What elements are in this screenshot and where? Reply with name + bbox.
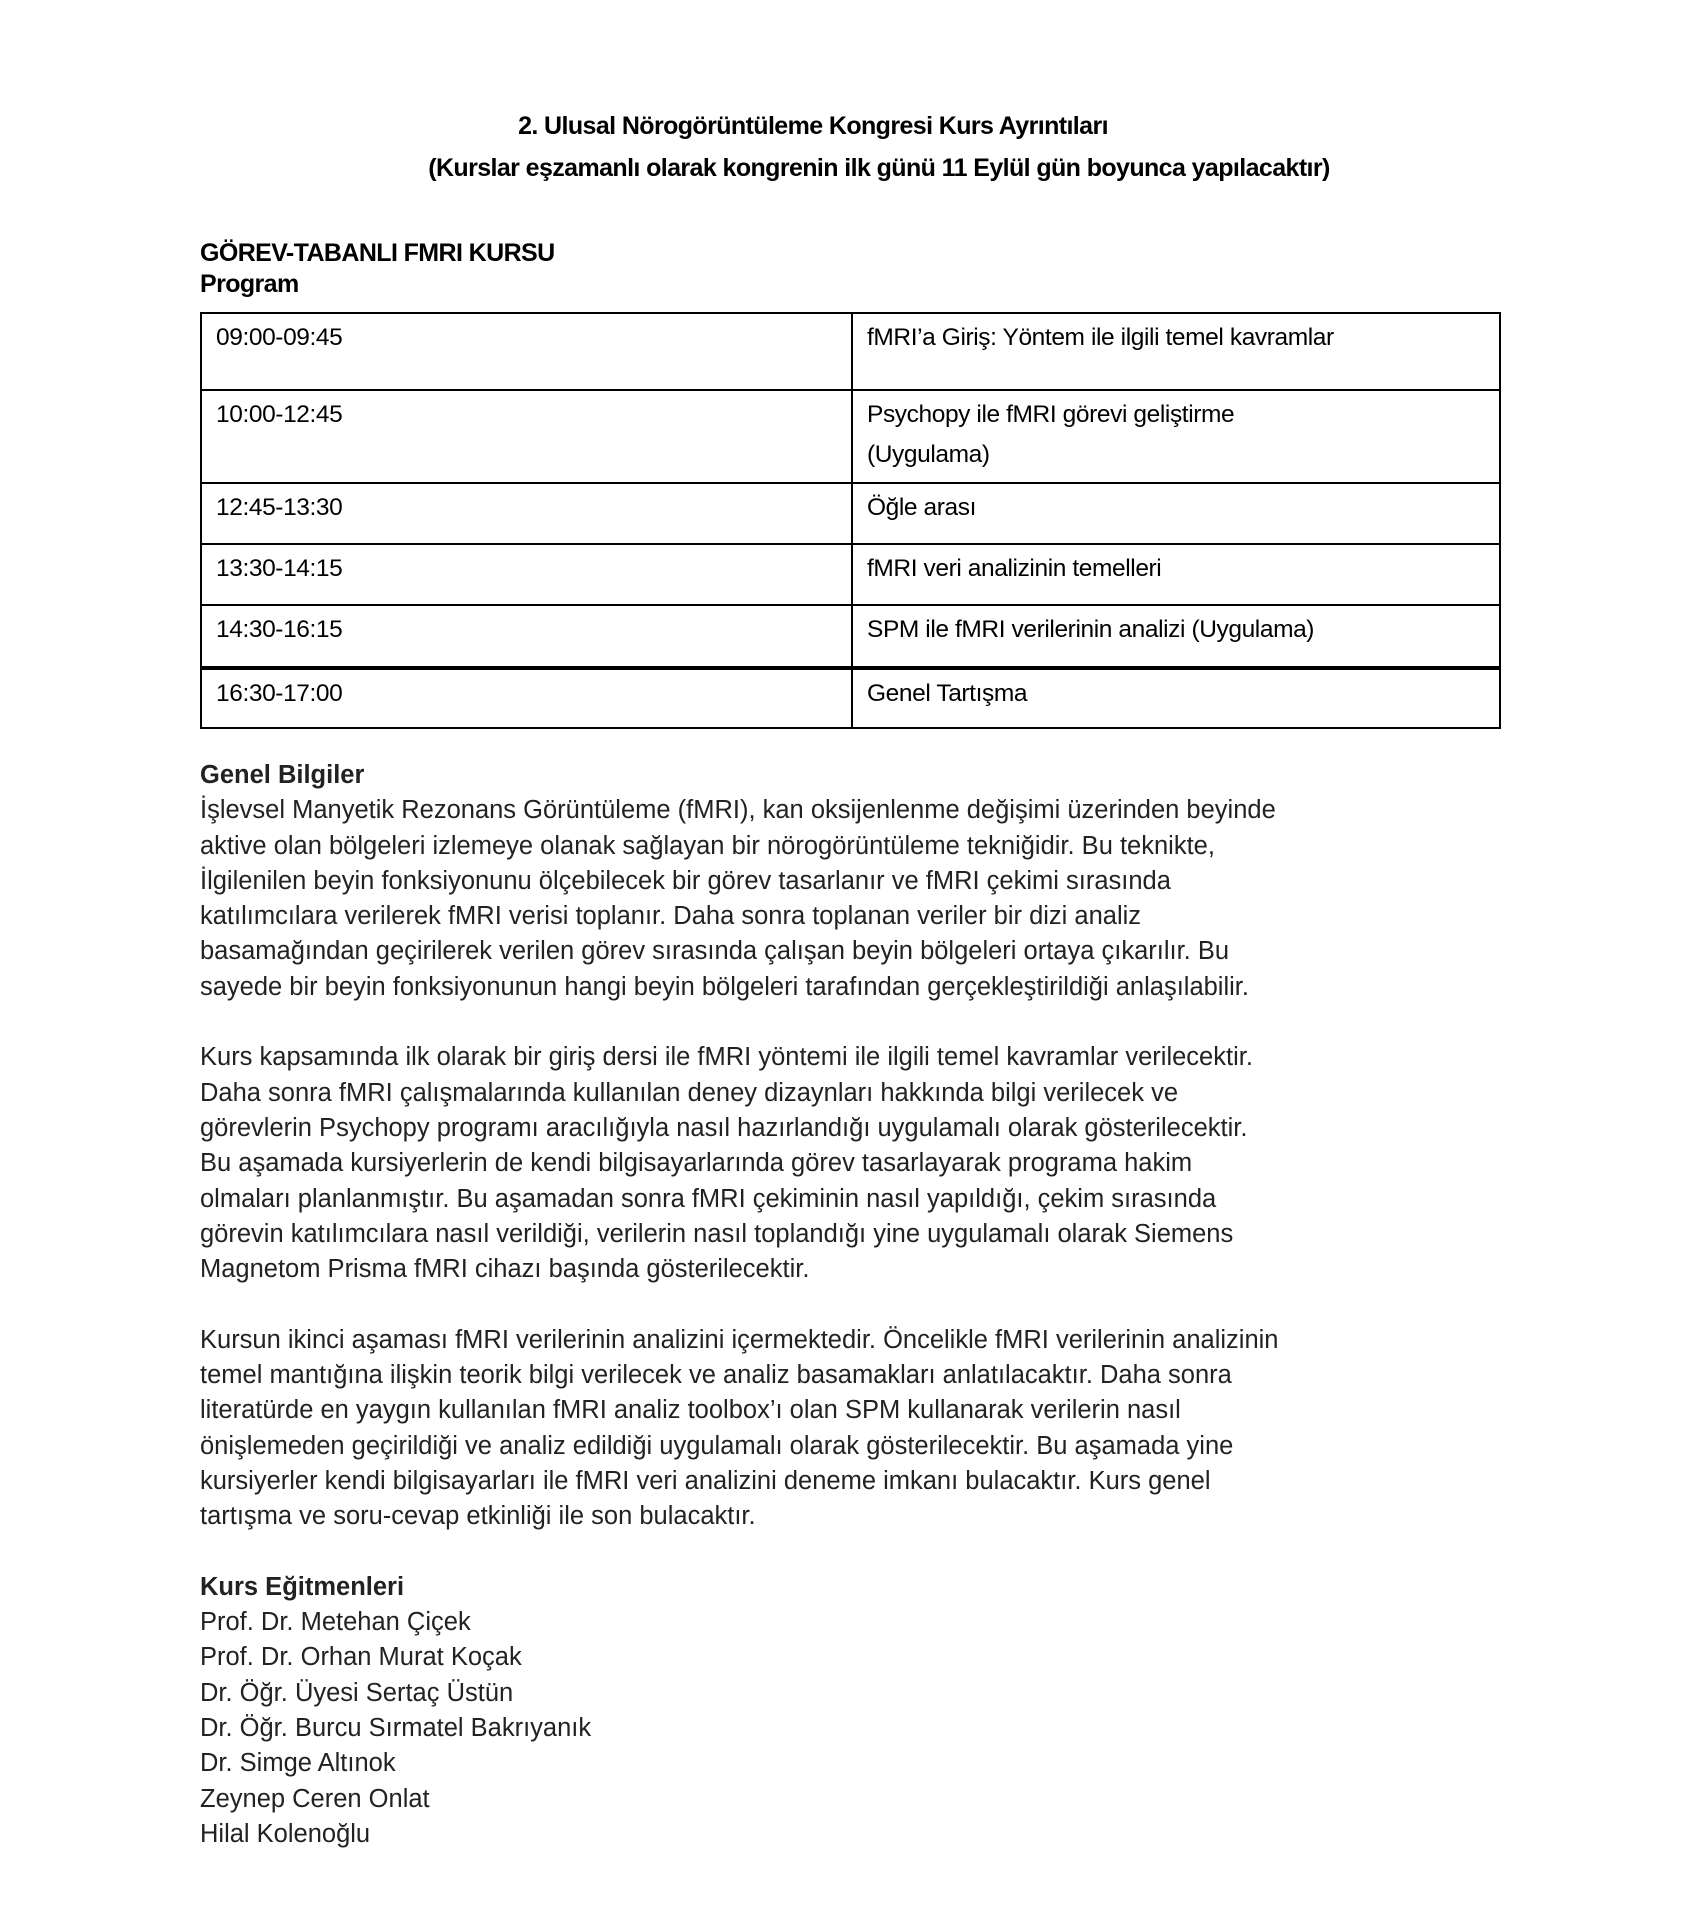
course-title: GÖREV-TABANLI FMRI KURSU [200,239,555,267]
instructor-name: Dr. Öğr. Burcu Sırmatel Bakrıyanık [200,1714,592,1743]
text-line: İlgilenilen beyin fonksiyonunu ölçebilecek bir görev tasarlanır ve fMRI çekimi sırasında [200,866,1171,895]
text-line: literatürde en yaygın kullanılan fMRI analiz toolbox’ı olan SPM kullanarak verilerin nasıl [200,1396,1181,1425]
text-line: olmaları planlanmıştır. Bu aşamadan sonra fMRI çekiminin nasıl yapıldığı, çekim sırasında [200,1184,1217,1213]
instructor-name: Prof. Dr. Metehan Çiçek [200,1608,471,1637]
text-line: Daha sonra fMRI çalışmalarında kullanılan deney dizaynları hakkında bilgi verilecek ve [200,1078,1179,1107]
table-row [201,668,1500,728]
time-cell: 09:00-09:45 [201,313,852,390]
text-line: aktive olan bölgeleri izlemeye olanak sağlayan bir nörogörüntüleme tekniğidir. Bu teknikte, [200,831,1215,860]
instructor-name: Hilal Kolenoğlu [200,1819,371,1848]
instructors-heading: Kurs Eğitmenleri [200,1572,405,1601]
table-row [201,390,1500,483]
text-line: görevlerin Psychopy programı aracılığıyla nasıl hazırlandığı uygulamalı olarak gösterilecektir. [200,1113,1248,1142]
time-cell: 14:30-16:15 [201,605,852,668]
instructor-name: Zeynep Ceren Onlat [200,1784,430,1813]
general-info-heading: Genel Bilgiler [200,761,365,789]
text-line: İşlevsel Manyetik Rezonans Görüntüleme (fMRI), kan oksijenlenme değişimi üzerinden beyinde [200,796,1276,825]
text-line: Kurs kapsamında ilk olarak bir giriş dersi ile fMRI yöntemi ile ilgili temel kavramlar verilecektir. [200,1043,1253,1072]
table-row [201,605,1500,668]
table-row [201,313,1500,390]
instructor-name: Dr. Öğr. Üyesi Sertaç Üstün [200,1678,514,1707]
time-cell: 16:30-17:00 [201,668,852,728]
program-table [200,312,1501,729]
body-text [200,758,1530,1888]
document-subtitle: (Kurslar eşzamanlı olarak kongrenin ilk günü 11 Eylül gün boyunca yapılacaktır) [428,154,1330,182]
instructors-list [200,1570,1530,1852]
text-line: tartışma ve soru-cevap etkinliği ile son bulacaktır. [200,1502,756,1531]
text-line: katılımcılara verilerek fMRI verisi toplanır. Daha sonra toplanan veriler bir dizi analiz [200,902,1142,931]
text-line: temel mantığına ilişkin teorik bilgi verilecek ve analiz basamakları anlatılacaktır. Daha sonra [200,1361,1232,1390]
text-line: Kursun ikinci aşaması fMRI verilerinin analizini içermektedir. Öncelikle fMRI verilerinin analizinin [200,1325,1279,1354]
topic-cell: Öğle arası [852,483,1500,544]
topic-cell [852,390,1500,483]
topic-line: (Uygulama) [867,441,990,468]
table-row [201,544,1500,605]
general-info-paragraph-1 [200,758,1530,1005]
topic-cell: fMRI veri analizinin temelleri [852,544,1500,605]
text-line: Magnetom Prisma fMRI cihazı başında gösterilecektir. [200,1255,810,1284]
text-line: basamağından geçirilerek verilen görev sırasında çalışan beyin bölgeleri ortaya çıkarılır. Bu [200,937,1230,966]
topic-cell: Genel Tartışma [852,668,1500,728]
topic-line: Psychopy ile fMRI görevi geliştirme [867,401,1235,428]
topic-cell: SPM ile fMRI verilerinin analizi (Uygulama) [852,605,1500,668]
document-title: 2. Ulusal Nörogörüntüleme Kongresi Kurs Ayrıntıları [518,112,1108,140]
text-line: Bu aşamada kursiyerlerin de kendi bilgisayarlarında görev tasarlayarak programa hakim [200,1149,1193,1178]
text-line: görevin katılımcılara nasıl verildiği, verilerin nasıl toplandığı yine uygulamalı olarak Siemens [200,1219,1234,1248]
table-row [201,483,1500,544]
general-info-paragraph-3 [200,1323,1530,1535]
text-line: önişlemeden geçirildiği ve analiz edildiği uygulamalı olarak gösterilecektir. Bu aşamada yine [200,1431,1234,1460]
text-line: kursiyerler kendi bilgisayarları ile fMRI veri analizini deneme imkanı bulacaktır. Kurs genel [200,1466,1211,1495]
topic-cell: fMRI’a Giriş: Yöntem ile ilgili temel kavramlar [852,313,1500,390]
text-line: sayede bir beyin fonksiyonunun hangi beyin bölgeleri tarafından gerçekleştirildiği anlaşılabilir. [200,972,1249,1001]
general-info-paragraph-2 [200,1040,1530,1287]
instructor-name: Prof. Dr. Orhan Murat Koçak [200,1643,522,1672]
instructor-name: Dr. Simge Altınok [200,1749,396,1778]
program-label: Program [200,270,299,298]
time-cell: 13:30-14:15 [201,544,852,605]
time-cell: 12:45-13:30 [201,483,852,544]
time-cell: 10:00-12:45 [201,390,852,483]
